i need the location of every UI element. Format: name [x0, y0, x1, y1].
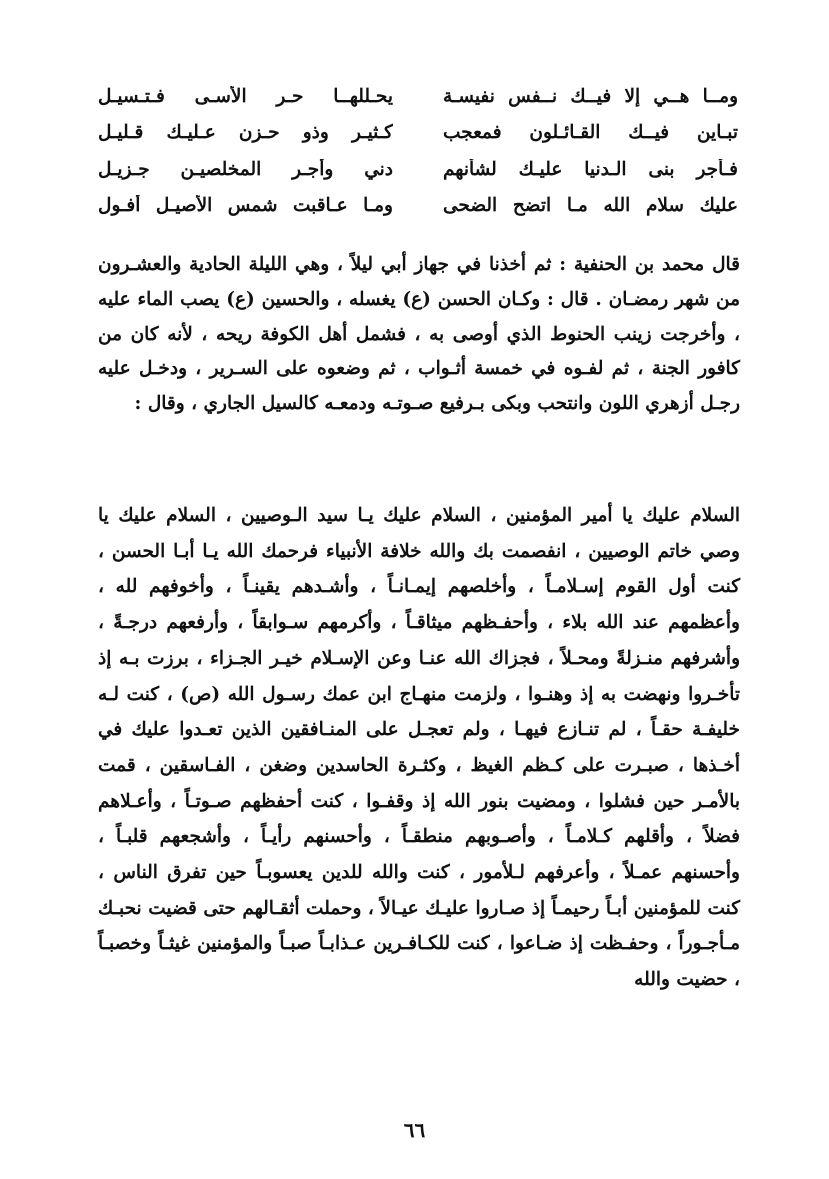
poem-verse: [98, 115, 738, 152]
narration-paragraph: قال محمد بن الحنفية : ثم أخذنا في جهاز أبي ليلاً ، وهي الليلة الحادية والعشـرون من شهر رمضـان . قال : وكـان الحسن (ع) يغسله ، والحسين (ع) يصب الماء عليه ، وأخرجت زينب الحنوط الذي أوصى به ، فشمل أهل الكوفة ريحه ، لأنه كان من كافور الجنة ، ثم لفـوه في خمسة أثـواب ، ثم وضعوه على السـرير ، ودخـل عليه رجـل أزهري اللون وانتحب وبكى بـرفيع صـوتـه ودمعـه كالسيل الجاري ، وقال :: [98, 254, 740, 415]
eulogy-paragraph: السلام عليك يا أمير المؤمنين ، السلام عليك يـا سيد الـوصيين ، السلام عليك يا وصي خاتم الوصيين ، انفصمت بك والله خلافة الأنبياء فرحمك الله يـا أبـا الحسن ، كنت أول القوم إسـلامـاً ، وأخلصهم إيمـانـاً ، وأشـدهم يقينـاً ، وأخوفهم لله ، وأعظمهم عند الله بلاء ، وأحفـظهم ميثاقـاً ، وأكرمهم سـوابقاً ، وأرفعهم درجـةً ، وأشرفهم منـزلةً ومحـلاً ، فجزاك الله عنـا وعن الإسـلام خيـر الجـزاء ، برزت بـه إذ تأخـروا ونهضت به إذ وهنـوا ، ولزمت منهـاج ابن عمك رسـول الله (ص) ، كنت لـه خليفـة حقـاً ، لم تنـازع فيهـا ، ولم تعجـل على المنـافقين الذين تعـدوا عليك في أخـذها ، صبـرت على كـظم الغيظ ، وكثـرة الحاسدين وضغن ، الفـاسقين ، قمت بالأمـر حين فشلوا ، ومضيت بنور الله إذ وقفـوا ، كنت أحفظهم صـوتـاً ، وأعـلاهم فضلاً ، وأقلهم كـلامـاً ، وأصـوبهم منطقـاً ، وأحسنهم رأيـاً ، وأشجعهم قلبـاً ، وأحسنهم عمـلاً ، وأعرفهم لـلأمور ، كنت والله للدين يعسوبـاً حين تفرق الناس ، كنت للمؤمنين أبـاً رحيمـاً إذ صـاروا عليـك عيـالاً ، وحملت أثقـالهم حتى قضيت نحبـك مـأجـوراً ، وحفـظت إذ ضـاعوا ، كنت للكـافـرين عـذابـاً صبـاً والمؤمنين غيثـاً وخصبـاً ، حضيت والله: [98, 505, 740, 991]
poem: [98, 78, 738, 224]
poem-verse: [98, 78, 738, 115]
verse-first-hemistich: تبـاين فيــك القـائـلون فمعجب: [443, 122, 738, 144]
verse-second-hemistich: ومـا عـاقبت شمس الأصيـل أفـول: [98, 195, 393, 217]
poem-verse: [98, 151, 738, 188]
verse-first-hemistich: فـأجر بنى الـدنيا عليـك لشأنهم: [443, 158, 738, 180]
verse-second-hemistich: كـثيـر وذو حـزن عـليـك قـليـل: [98, 122, 393, 144]
verse-second-hemistich: دني وأجـر المخلصيـن جـزيـل: [98, 158, 393, 180]
verse-first-hemistich: ومــا هــي إلا فيــك نــفس نفيسـة: [443, 85, 738, 107]
page-number: ٦٦: [403, 1118, 426, 1142]
verse-first-hemistich: عليك سلام الله مـا اتضح الضحى: [443, 195, 738, 217]
poem-verse: [98, 188, 738, 225]
verse-second-hemistich: يحـللهــا حـر الأسـى فـتـسيـل: [98, 85, 393, 107]
